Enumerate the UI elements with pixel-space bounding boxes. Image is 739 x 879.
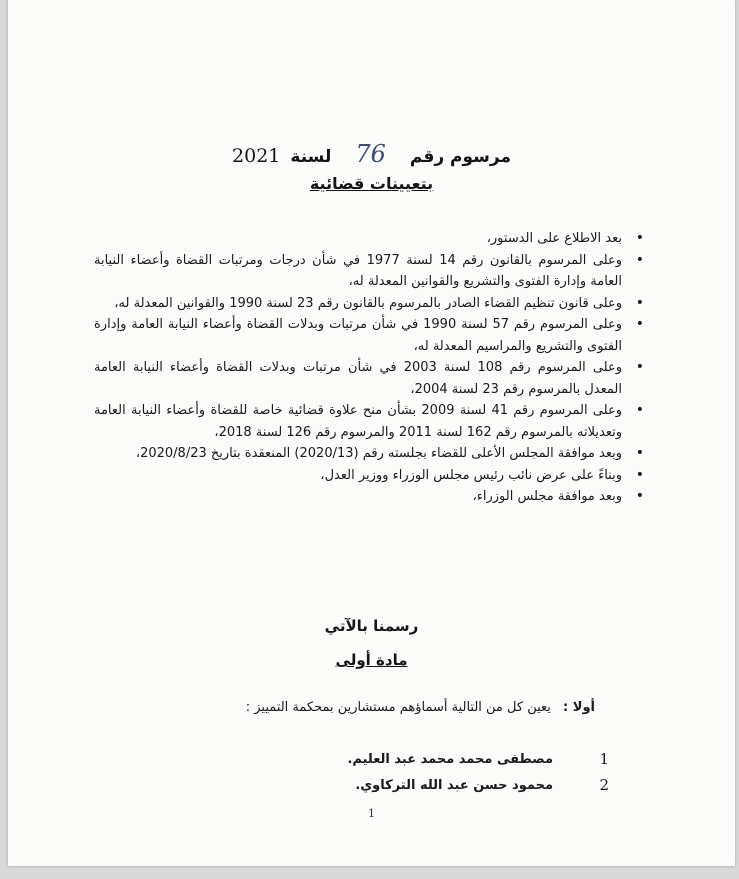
bullet-icon: • <box>635 402 644 418</box>
appointee-name: مصطفى محمد محمد عبد العليم. <box>347 751 553 767</box>
preamble-item <box>94 443 644 465</box>
preamble-text: وعلى قانون تنظيم القضاء الصادر بالمرسوم بالقانون رقم 23 لسنة 1990 والقوانين المعدلة له، <box>114 295 622 311</box>
decree-subtitle: بتعيينات قضائية <box>309 174 434 193</box>
appointee-row <box>129 772 609 798</box>
preamble-item <box>94 357 644 400</box>
first-clause-label: أولا : <box>563 700 595 715</box>
preamble-text: وعلى المرسوم رقم 108 لسنة 2003 في شأن مرتبات وبدلات القضاة وأعضاء النيابة العامة المعدل بالمرسوم رقم 23 لسنة 2004، <box>94 360 623 397</box>
preamble-item <box>94 293 644 315</box>
preamble-text: وعلى المرسوم رقم 41 لسنة 2009 بشأن منح علاوة قضائية خاصة للقضاة وأعضاء النيابة العامة وتعديلاته بالمرسوم رقم 162 لسنة 2011 والمرسوم رقم 126 لسنة 2018، <box>94 403 622 440</box>
bullet-icon: • <box>635 488 644 504</box>
decree-number-handwritten: 76 <box>355 140 386 168</box>
preamble-item <box>94 250 644 293</box>
appointee-index: 2 <box>599 776 609 794</box>
page-number: 1 <box>368 807 375 820</box>
decree-year: 2021 <box>232 145 281 167</box>
preamble-list <box>94 228 644 508</box>
first-clause <box>246 700 595 715</box>
bullet-icon: • <box>635 445 644 461</box>
decree-title-prefix: مرسوم رقم <box>409 147 511 167</box>
appointee-row <box>129 746 609 772</box>
bullet-icon: • <box>635 230 644 246</box>
preamble-item <box>94 486 644 508</box>
bullet-icon: • <box>635 251 644 268</box>
bullet-icon: • <box>635 466 644 483</box>
preamble-text: وبعد موافقة مجلس الوزراء، <box>472 489 622 504</box>
document-page <box>8 0 735 866</box>
decree-year-label: لسنة <box>290 147 332 167</box>
decree-title <box>8 140 735 168</box>
preamble-text: وعلى المرسوم رقم 57 لسنة 1990 في شأن مرتبات وبدلات القضاة وأعضاء النيابة العامة وإدارة الفتوى والتشريع والمراسيم المعدلة له، <box>94 317 622 354</box>
bullet-icon: • <box>635 294 644 311</box>
preamble-item <box>94 465 644 487</box>
preamble-text: بعد الاطلاع على الدستور، <box>486 231 622 246</box>
preamble-item <box>94 314 644 357</box>
article-heading: مادة أولى <box>335 651 408 669</box>
preamble-text: وبعد موافقة المجلس الأعلى للقضاء بجلسته رقم (2020/13) المنعقدة بتاريخ 2020/8/23، <box>135 446 622 461</box>
preamble-item <box>94 228 644 250</box>
appointees-list <box>129 746 609 798</box>
appointee-index: 1 <box>599 750 609 768</box>
preamble-text: وبناءً على عرض نائب رئيس مجلس الوزراء ووزير العدل، <box>320 467 622 483</box>
preamble-text: وعلى المرسوم بالقانون رقم 14 لسنة 1977 في شأن درجات ومرتبات القضاة وأعضاء النيابة العامة وإدارة الفتوى والتشريع والقوانين المعدلة له، <box>94 252 622 289</box>
appointee-name: محمود حسن عبد الله التركاوي. <box>355 777 553 793</box>
preamble-item <box>94 400 644 443</box>
decree-heading: رسمنا بالآتي <box>324 617 419 635</box>
bullet-icon: • <box>635 359 644 375</box>
first-clause-text: يعين كل من التالية أسماؤهم مستشارين بمحكمة التمييز : <box>245 700 551 715</box>
bullet-icon: • <box>635 316 644 332</box>
